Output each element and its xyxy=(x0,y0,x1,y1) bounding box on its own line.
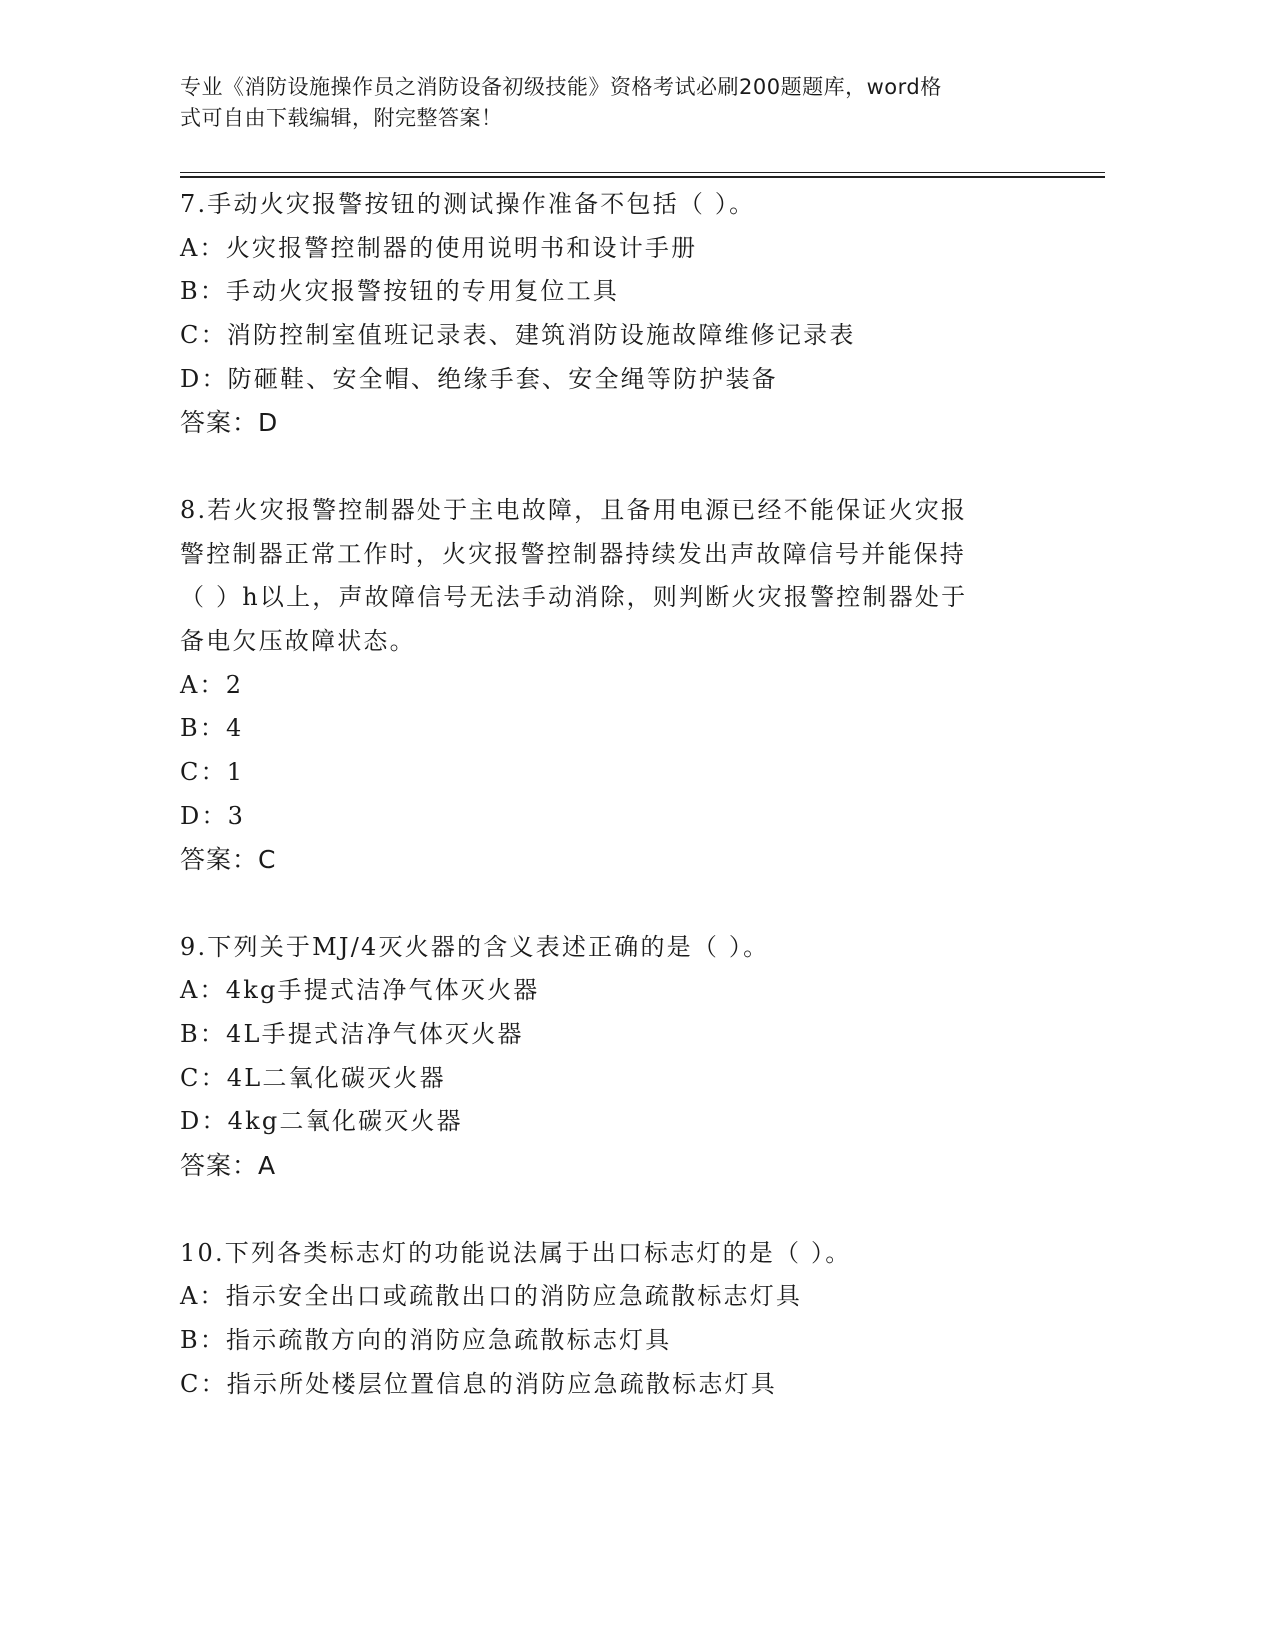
question-7 xyxy=(180,183,1060,445)
option-d: D：防砸鞋、安全帽、绝缘手套、安全绳等防护装备 xyxy=(180,364,778,393)
option-c: C：1 xyxy=(180,757,245,786)
question-9 xyxy=(180,926,1060,1188)
option-a: A：指示安全出口或疏散出口的消防应急疏散标志灯具 xyxy=(180,1282,803,1311)
question-stem-line: 8.若火灾报警控制器处于主电故障，且备用电源已经不能保证火灾报 xyxy=(180,495,968,524)
answer-line: 答案：C xyxy=(180,845,277,875)
question-gap xyxy=(180,882,1060,926)
option-b: B：4L手提式洁净气体灭火器 xyxy=(180,1020,524,1049)
answer-line: 答案：A xyxy=(180,1151,277,1181)
question-stem xyxy=(180,926,1060,970)
option-b: B：手动火灾报警按钮的专用复位工具 xyxy=(180,277,620,306)
header-line-2: 式可自由下载编辑，附完整答案！ xyxy=(180,106,503,130)
question-stem-line: 备电欠压故障状态。 xyxy=(180,626,416,655)
option-a: A：2 xyxy=(180,670,244,699)
question-8 xyxy=(180,489,1060,882)
question-stem xyxy=(180,183,1060,227)
question-stem-line: （ ）h以上，声故障信号无法手动消除，则判断火灾报警控制器处于 xyxy=(180,583,968,612)
question-stem xyxy=(180,489,1060,664)
question-stem-line: 10.下列各类标志灯的功能说法属于出口标志灯的是（ ）。 xyxy=(180,1238,852,1267)
question-stem-line: 7.手动火灾报警按钮的测试操作准备不包括（ ）。 xyxy=(180,190,756,218)
question-list xyxy=(180,183,1060,1406)
question-stem-line: 9.下列关于MJ/4灭火器的含义表述正确的是（ ）。 xyxy=(180,932,770,961)
answer-line: 答案：D xyxy=(180,408,279,438)
option-c: C：指示所处楼层位置信息的消防应急疏散标志灯具 xyxy=(180,1369,777,1398)
option-d: D：3 xyxy=(180,801,246,830)
header-line-1: 专业《消防设施操作员之消防设备初级技能》资格考试必刷200题题库，word格 xyxy=(180,75,942,99)
option-b: B：4 xyxy=(180,714,244,743)
document-header xyxy=(180,72,1060,134)
question-gap xyxy=(180,1188,1060,1232)
question-stem-line: 警控制器正常工作时，火灾报警控制器持续发出声故障信号并能保持 xyxy=(180,539,966,568)
option-c: C：4L二氧化碳灭火器 xyxy=(180,1063,446,1092)
option-b: B：指示疏散方向的消防应急疏散标志灯具 xyxy=(180,1325,672,1354)
option-c: C：消防控制室值班记录表、建筑消防设施故障维修记录表 xyxy=(180,321,856,350)
header-divider-thin xyxy=(180,172,1105,173)
option-d: D：4kg二氧化碳灭火器 xyxy=(180,1107,463,1136)
question-gap xyxy=(180,445,1060,489)
question-10 xyxy=(180,1232,1060,1407)
header-divider-thick xyxy=(180,176,1105,178)
option-a: A：火灾报警控制器的使用说明书和设计手册 xyxy=(180,233,698,262)
option-a: A：4kg手提式洁净气体灭火器 xyxy=(180,976,540,1005)
question-stem xyxy=(180,1232,1060,1276)
